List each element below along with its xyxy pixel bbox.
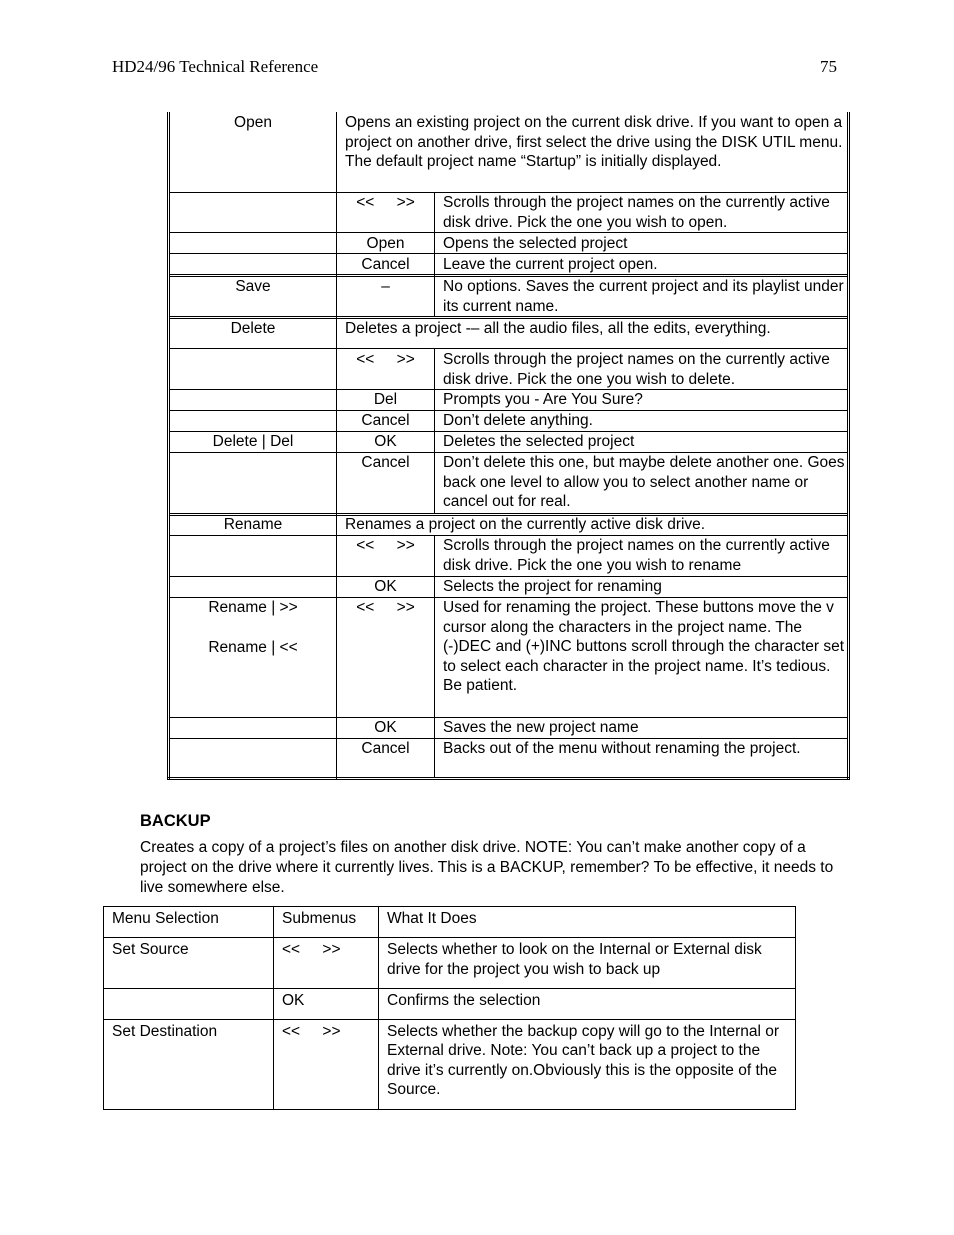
description: Don’t delete this one, but maybe delete another one. Goes back one level to allow you to select another name or cancel out for real.	[443, 454, 845, 510]
description: Scrolls through the project names on the currently active disk drive. Pick the one you wish to open.	[443, 194, 830, 231]
description: Saves the new project name	[443, 719, 639, 736]
menu-selection-save: Save	[235, 278, 271, 295]
submenu-cancel: Cancel	[361, 256, 410, 273]
submenu-none: –	[381, 278, 390, 295]
submenu-scroll-arrows: << >>	[356, 599, 415, 616]
table-header-row	[104, 907, 796, 938]
description: Opens an existing project on the current disk drive. If you want to open a project on another drive, first select the drive using the DISK UTIL menu. The default project name “Startup” is initially displayed.	[345, 114, 843, 170]
description: Backs out of the menu without renaming the project.	[443, 740, 801, 757]
page-header-title: HD24/96 Technical Reference	[112, 57, 319, 76]
menu-selection-cell: Set Destination	[104, 1019, 274, 1109]
menu-selection-delete-del: Delete | Del	[212, 433, 294, 450]
menu-selection-cell: Set Source	[104, 938, 274, 989]
submenu-cell: << >>	[274, 1019, 379, 1109]
table-row	[104, 938, 796, 989]
description: Prompts you - Are You Sure?	[443, 391, 643, 408]
description: Scrolls through the project names on the currently active disk drive. Pick the one you wish to delete.	[443, 351, 830, 388]
description-cell: Confirms the selection	[379, 989, 796, 1020]
description-cell: Selects whether to look on the Internal or External disk drive for the project you wish to back up	[379, 938, 796, 989]
section-intro: Creates a copy of a project’s files on another disk drive. NOTE: You can’t make another copy of a project on the drive where it currently lives. This is a BACKUP, remember? To be effective, it needs to live somewhere else.	[140, 839, 834, 896]
submenu-open: Open	[366, 235, 405, 252]
description: Scrolls through the project names on the currently active disk drive. Pick the one you wish to rename	[443, 537, 830, 574]
description: Deletes a project -– all the audio files, all the edits, everything.	[345, 320, 771, 337]
submenu-cancel: Cancel	[361, 412, 410, 429]
backup-menu-table	[103, 906, 796, 1110]
submenu-ok: OK	[374, 719, 397, 736]
description: Don’t delete anything.	[443, 412, 593, 429]
menu-selection-rename-left: Rename | <<	[208, 639, 298, 656]
submenu-cancel: Cancel	[361, 740, 410, 757]
submenu-del: Del	[373, 391, 398, 408]
menu-selection-rename: Rename	[223, 516, 283, 533]
page-number: 75	[820, 57, 837, 76]
description: Used for renaming the project. These buttons move the v cursor along the characters in the project name. The (-)DEC and (+)INC buttons scroll through the character set to select each character in the project name. It’s tedious. Be patient.	[443, 599, 845, 694]
table-row	[104, 989, 796, 1020]
description: Opens the selected project	[443, 235, 628, 252]
description: Leave the current project open.	[443, 256, 658, 273]
submenu-cancel: Cancel	[361, 454, 410, 471]
submenu-scroll-arrows: << >>	[356, 351, 415, 368]
menu-selection-rename-right: Rename | >>	[208, 599, 298, 616]
submenu-cell: << >>	[274, 938, 379, 989]
submenu-scroll-arrows: << >>	[356, 537, 415, 554]
menu-selection-open: Open	[234, 114, 272, 131]
description: Deletes the selected project	[443, 433, 635, 450]
submenu-ok: OK	[374, 578, 397, 595]
submenu-scroll-arrows: << >>	[356, 194, 415, 211]
description-cell: Selects whether the backup copy will go to the Internal or External drive. Note: You can’t back up a project to the drive it’s currently on.Obviously this is the opposite of the Source.	[379, 1019, 796, 1109]
column-header-what-it-does: What It Does	[379, 907, 796, 938]
submenu-cell: OK	[274, 989, 379, 1020]
table-row	[104, 1019, 796, 1109]
description: Renames a project on the currently active disk drive.	[345, 516, 706, 533]
menu-selection-cell	[104, 989, 274, 1020]
column-header-menu-selection: Menu Selection	[104, 907, 274, 938]
section-title-backup: BACKUP	[140, 812, 211, 830]
menu-selection-delete: Delete	[230, 320, 276, 337]
description: Selects the project for renaming	[443, 578, 662, 595]
column-header-submenus: Submenus	[274, 907, 379, 938]
description: No options. Saves the current project and its playlist under its current name.	[443, 278, 844, 315]
submenu-ok: OK	[374, 433, 397, 450]
